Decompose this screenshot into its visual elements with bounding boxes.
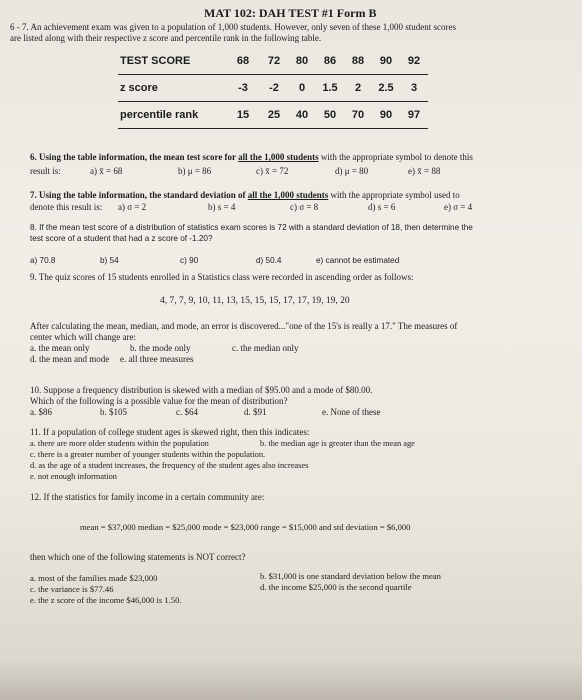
score-table-row <box>118 48 428 75</box>
score-table-cell: 88 <box>344 48 372 75</box>
score-table-cell: 70 <box>344 102 372 129</box>
score-table-cell: 90 <box>372 102 400 129</box>
score-table-cell: 92 <box>400 48 428 75</box>
q10-choice-c: c. $64 <box>176 407 198 417</box>
q6-line-1: 6. Using the table information, the mean test score for all the 1,000 students with the appropriate symbol to denote this <box>30 152 473 162</box>
q7-lead: denote this result is: <box>30 202 103 212</box>
paper-shadow <box>0 660 582 700</box>
q12-stats: mean = $37,000 median = $25,000 mode = $23,000 range = $15,000 and std deviation = $6,000 <box>80 522 411 532</box>
score-table-cell: 68 <box>226 48 260 75</box>
q9-line-3: center which will change are: <box>30 332 136 342</box>
score-table-row-label: percentile rank <box>118 102 226 129</box>
q11-line-1: 11. If a population of college student ages is skewed right, then this indicates: <box>30 427 310 437</box>
q12-line-1: 12. If the statistics for family income in a certain community are: <box>30 492 265 502</box>
score-table-cell: 90 <box>372 48 400 75</box>
score-table-cell: 25 <box>260 102 288 129</box>
q8-line-2: test score of a student that had a z score of -1.20? <box>30 234 213 243</box>
q7-choice-b: b) s = 4 <box>208 202 236 212</box>
score-table-row <box>118 75 428 102</box>
q7-line-1: 7. Using the table information, the standard deviation of all the 1,000 students with the appropriate symbol used to <box>30 190 460 200</box>
score-table-cell: 3 <box>400 75 428 102</box>
q10-choice-b: b. $105 <box>100 407 127 417</box>
q6-choice-a: a) x̄ = 68 <box>90 166 123 176</box>
q9-data: 4, 7, 7, 9, 10, 11, 13, 15, 15, 15, 17, 17, 19, 19, 20 <box>160 296 350 306</box>
score-table-cell: 2 <box>344 75 372 102</box>
q6-choice-e: e) x̄ = 88 <box>408 166 441 176</box>
q9-choice-b: b. the mode only <box>130 343 191 353</box>
q6-choice-c: c) x̄ = 72 <box>256 166 289 176</box>
q12-choice-e: e. the z score of the income $46,000 is 1.50. <box>30 595 182 605</box>
score-table-cell: 80 <box>288 48 316 75</box>
score-table-cell: 1.5 <box>316 75 344 102</box>
q8-choice-a: a) 70.8 <box>30 256 56 265</box>
q10-choice-a: a. $86 <box>30 407 52 417</box>
score-table-row-label: TEST SCORE <box>118 48 226 75</box>
score-table-cell: 15 <box>226 102 260 129</box>
score-table-cell: 86 <box>316 48 344 75</box>
q9-choice-e: e. all three measures <box>120 354 194 364</box>
score-table <box>118 48 428 129</box>
q11-choice-b: b. the median age is greater than the mean age <box>260 439 415 448</box>
score-table-cell: 50 <box>316 102 344 129</box>
score-table-row-label: z score <box>118 75 226 102</box>
q7-choice-c: c) σ = 8 <box>290 202 319 212</box>
score-table-cell: 97 <box>400 102 428 129</box>
score-table-cell: 2.5 <box>372 75 400 102</box>
q6-choice-d: d) μ = 80 <box>335 166 369 176</box>
score-table-row <box>118 102 428 129</box>
q6-choice-b: b) μ = 86 <box>178 166 212 176</box>
q10-choice-e: e. None of these <box>322 407 381 417</box>
q11-choice-a: a. there are more older students within the population <box>30 439 209 448</box>
q10-line-1: 10. Suppose a frequency distribution is skewed with a median of $95.00 and a mode of $80.00. <box>30 385 373 395</box>
q10-choice-d: d. $91 <box>244 407 267 417</box>
q11-choice-c: c. there is a greater number of younger students within the population. <box>30 450 266 459</box>
score-table-cell: 0 <box>288 75 316 102</box>
q12-choice-d: d. the income $25,000 is the second quartile <box>260 582 412 592</box>
exam-title: MAT 102: DAH TEST #1 Form B <box>204 6 377 20</box>
q8-choice-b: b) 54 <box>100 256 119 265</box>
q12-line-2: then which one of the following statements is NOT correct? <box>30 552 246 562</box>
q9-line-1: 9. The quiz scores of 15 students enrolled in a Statistics class were recorded in ascending order as follows: <box>30 272 414 282</box>
q8-line-1: 8. If the mean test score of a distribution of statistics exam scores is 72 with a standard deviation of 18, then determine the <box>30 223 473 232</box>
q8-choice-e: e) cannot be estimated <box>316 256 400 265</box>
q12-choice-c: c. the variance is $77.46 <box>30 584 114 594</box>
q8-choice-c: c) 90 <box>180 256 199 265</box>
q10-line-2: Which of the following is a possible value for the mean of distribution? <box>30 396 288 406</box>
score-table-cell: -2 <box>260 75 288 102</box>
score-table-cell: 40 <box>288 102 316 129</box>
intro-line-2: are listed along with their respective z score and percentile rank in the following table. <box>10 33 322 43</box>
score-table-cell: -3 <box>226 75 260 102</box>
score-table-cell: 72 <box>260 48 288 75</box>
q11-choice-d: d. as the age of a student increases, the frequency of the student ages also increases <box>30 461 309 470</box>
q7-choice-d: d) s = 6 <box>368 202 396 212</box>
q9-choice-d: d. the mean and mode <box>30 354 110 364</box>
q6-lead: result is: <box>30 166 61 176</box>
q8-choice-d: d) 50.4 <box>256 256 282 265</box>
intro-line-1: 6 - 7. An achievement exam was given to a population of 1,000 students. However, only seven of these 1,000 student scores <box>10 22 457 32</box>
q7-choice-e: e) σ = 4 <box>444 202 473 212</box>
q9-choice-c: c. the median only <box>232 343 299 353</box>
q11-choice-e: e. not enough information <box>30 472 117 481</box>
q12-choice-b: b. $31,000 is one standard deviation below the mean <box>260 571 441 581</box>
q7-choice-a: a) σ = 2 <box>118 202 147 212</box>
q12-choice-a: a. most of the families made $23,000 <box>30 573 158 583</box>
q9-choice-a: a. the mean only <box>30 343 90 353</box>
q9-line-2: After calculating the mean, median, and mode, an error is discovered..."one of the 15's is really a 17." The measures of <box>30 321 458 331</box>
